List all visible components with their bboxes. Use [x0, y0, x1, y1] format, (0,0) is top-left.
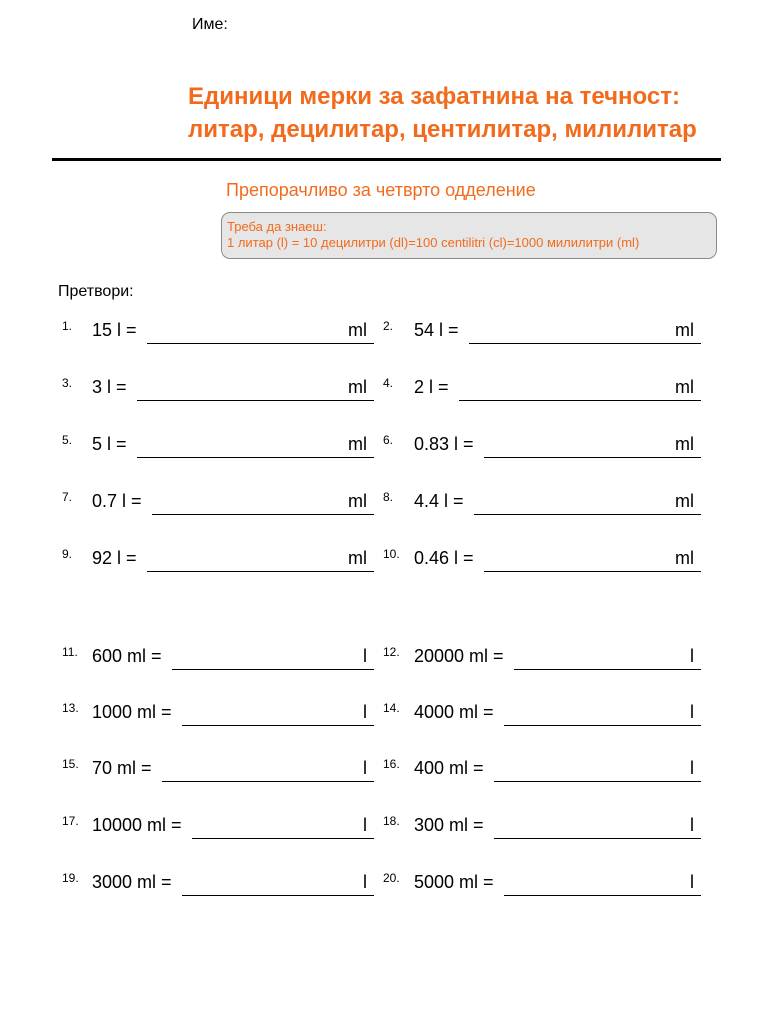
instruction-label: Претвори: [58, 283, 134, 300]
exercise-number: 17. [62, 814, 79, 828]
exercise-expression: 54 l = [414, 320, 459, 340]
exercise-number: 20. [383, 871, 400, 885]
answer-blank[interactable] [172, 669, 374, 670]
exercise-unit: ml [348, 548, 367, 568]
answer-blank[interactable] [504, 725, 701, 726]
exercise-unit: ml [675, 434, 694, 454]
answer-blank[interactable] [152, 514, 374, 515]
exercise-expression: 0.7 l = [92, 491, 142, 511]
answer-blank[interactable] [182, 725, 374, 726]
answer-blank[interactable] [459, 400, 701, 401]
exercise-number: 7. [62, 490, 73, 504]
exercise-number: 5. [62, 433, 73, 447]
exercise-expression: 20000 ml = [414, 646, 504, 666]
name-label: Име: [192, 16, 228, 33]
exercise-unit: l [363, 872, 367, 892]
exercise-number: 8. [383, 490, 394, 504]
answer-blank[interactable] [494, 838, 701, 839]
exercise-expression: 15 l = [92, 320, 137, 340]
exercise-number: 19. [62, 871, 79, 885]
exercise-unit: l [690, 758, 694, 778]
info-box-heading: Треба да знаеш: [227, 219, 327, 234]
answer-blank[interactable] [147, 571, 374, 572]
subtitle: Препорачливо за четврто одделение [226, 180, 536, 200]
exercise-unit: ml [675, 320, 694, 340]
exercise-expression: 5000 ml = [414, 872, 494, 892]
exercise-expression: 0.83 l = [414, 434, 474, 454]
exercise-unit: l [690, 646, 694, 666]
exercise-expression: 600 ml = [92, 646, 162, 666]
exercise-number: 6. [383, 433, 394, 447]
answer-blank[interactable] [504, 895, 701, 896]
exercise-number: 1. [62, 319, 73, 333]
exercise-number: 3. [62, 376, 73, 390]
answer-blank[interactable] [484, 571, 701, 572]
answer-blank[interactable] [494, 781, 701, 782]
answer-blank[interactable] [162, 781, 374, 782]
answer-blank[interactable] [137, 400, 374, 401]
exercise-expression: 2 l = [414, 377, 449, 397]
exercise-expression: 10000 ml = [92, 815, 182, 835]
exercise-unit: ml [348, 434, 367, 454]
exercise-unit: l [690, 872, 694, 892]
exercise-unit: ml [675, 491, 694, 511]
exercise-number: 11. [62, 645, 78, 659]
exercise-number: 4. [383, 376, 394, 390]
exercise-number: 18. [383, 814, 400, 828]
answer-blank[interactable] [474, 514, 701, 515]
page-title-line-1: Единици мерки за зафатнина на течност: [188, 83, 680, 110]
exercise-expression: 92 l = [92, 548, 137, 568]
answer-blank[interactable] [147, 343, 374, 344]
title-divider [52, 158, 721, 161]
exercise-number: 10. [383, 547, 400, 561]
info-box [221, 212, 717, 259]
exercise-number: 15. [62, 757, 79, 771]
page-title-line-2: литар, децилитар, центилитар, милилитар [188, 116, 697, 143]
exercise-expression: 3 l = [92, 377, 127, 397]
exercise-expression: 1000 ml = [92, 702, 172, 722]
exercise-number: 16. [383, 757, 400, 771]
exercise-unit: l [690, 815, 694, 835]
exercise-unit: l [363, 815, 367, 835]
exercise-unit: ml [348, 320, 367, 340]
exercise-unit: ml [675, 548, 694, 568]
answer-blank[interactable] [469, 343, 701, 344]
exercise-number: 9. [62, 547, 73, 561]
exercise-unit: ml [675, 377, 694, 397]
exercise-expression: 4000 ml = [414, 702, 494, 722]
exercise-unit: l [690, 702, 694, 722]
answer-blank[interactable] [182, 895, 374, 896]
exercise-unit: l [363, 702, 367, 722]
exercise-expression: 70 ml = [92, 758, 152, 778]
exercise-unit: ml [348, 377, 367, 397]
exercise-number: 12. [383, 645, 400, 659]
exercise-expression: 300 ml = [414, 815, 484, 835]
exercise-expression: 0.46 l = [414, 548, 474, 568]
exercise-number: 2. [383, 319, 394, 333]
exercise-unit: ml [348, 491, 367, 511]
answer-blank[interactable] [137, 457, 374, 458]
info-box-text: 1 литар (l) = 10 децилитри (dl)=100 centilitri (cl)=1000 милилитри (ml) [227, 235, 640, 250]
answer-blank[interactable] [514, 669, 701, 670]
exercise-expression: 4.4 l = [414, 491, 464, 511]
exercise-expression: 5 l = [92, 434, 127, 454]
exercise-expression: 400 ml = [414, 758, 484, 778]
exercise-number: 14. [383, 701, 400, 715]
answer-blank[interactable] [192, 838, 374, 839]
exercise-unit: l [363, 758, 367, 778]
answer-blank[interactable] [484, 457, 701, 458]
exercise-expression: 3000 ml = [92, 872, 172, 892]
exercise-number: 13. [62, 701, 79, 715]
exercise-unit: l [363, 646, 367, 666]
